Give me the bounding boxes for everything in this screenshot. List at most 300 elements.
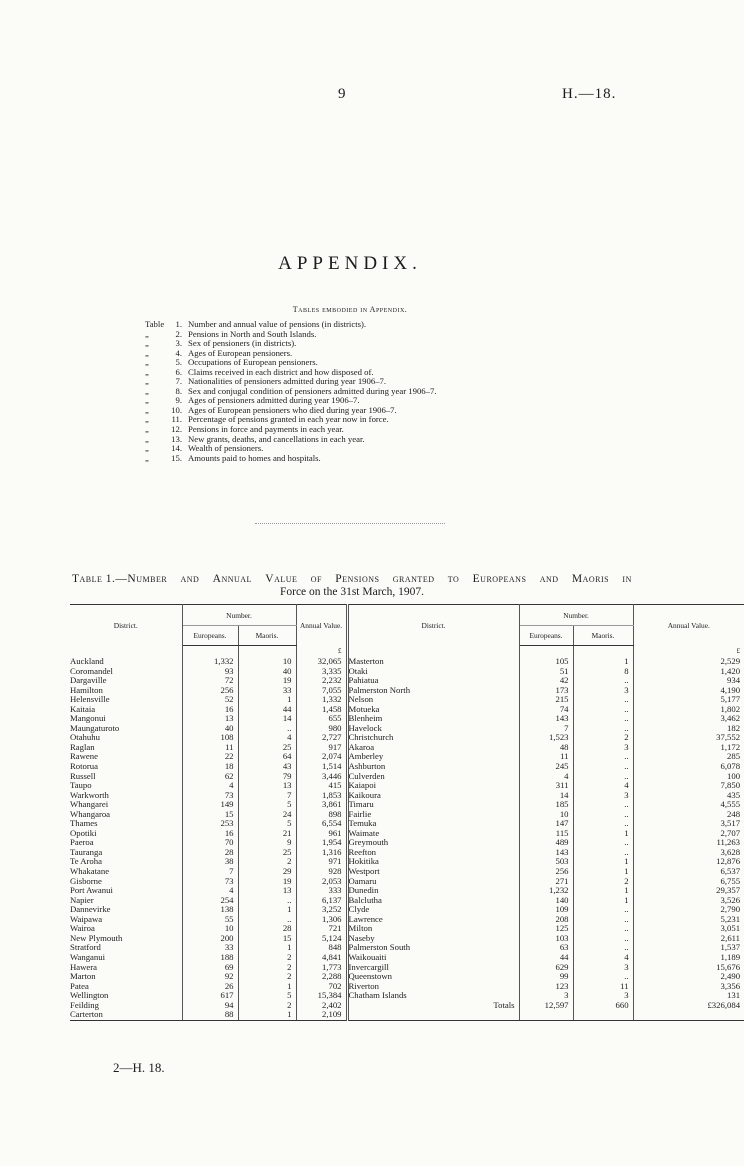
table-list-number: 8. [175, 385, 182, 396]
district-name-right: Clyde [347, 905, 519, 915]
table-list-number: 13. [171, 433, 182, 444]
district-name: Whakatane [70, 867, 182, 877]
maoris-count: 19 [238, 676, 296, 686]
empty-cell [347, 1010, 519, 1020]
table-row [70, 695, 744, 705]
europeans-count-right: 311 [519, 781, 573, 791]
table-row [70, 905, 744, 915]
annual-value-right: 3,462 [720, 713, 741, 724]
table-row [70, 752, 744, 762]
table-row [70, 915, 744, 925]
table-1-title [72, 573, 632, 599]
number-header-right: Number. [519, 605, 633, 626]
maoris-count-right: 3 [573, 963, 633, 973]
europeans-count-right: 140 [519, 896, 573, 906]
maoris-count-right: 1 [573, 867, 633, 877]
maoris-count: 29 [238, 867, 296, 877]
maoris-count: 25 [238, 848, 296, 858]
table-list-text: Sex and conjugal condition of pensioners admitted during year 1906–7. [188, 385, 437, 396]
maoris-count-right: .. [573, 705, 633, 715]
district-name: Mangonui [70, 714, 182, 724]
europeans-count: 7 [182, 867, 238, 877]
maoris-count: 5 [238, 991, 296, 1001]
district-name-right: Christchurch [347, 733, 519, 743]
annual-value-right: 1,802 [720, 703, 741, 714]
table-row [70, 943, 744, 953]
annual-value-right: 3,051 [720, 923, 741, 934]
district-name-right: Reefton [347, 848, 519, 858]
annual-value: 917 [296, 743, 347, 753]
maoris-count-right: .. [573, 934, 633, 944]
district-name: Taupo [70, 781, 182, 791]
europeans-count: 10 [182, 924, 238, 934]
europeans-count: 149 [182, 800, 238, 810]
maoris-count: 33 [238, 686, 296, 696]
district-name-right: Palmerston South [347, 943, 519, 953]
annual-value-right: 6,755 [720, 875, 741, 886]
totals-europeans: 12,597 [519, 1001, 573, 1011]
annual-value: 333 [296, 886, 347, 896]
maoris-count-right: 3 [573, 791, 633, 801]
annual-value: 721 [296, 924, 347, 934]
maoris-count-right: .. [573, 915, 633, 925]
table-list-text: Nationalities of pensioners admitted during year 1906–7. [188, 376, 387, 387]
maoris-count: 28 [238, 924, 296, 934]
district-name: Stratford [70, 943, 182, 953]
annual-value-right: 37,552 [716, 732, 741, 743]
europeans-count: 254 [182, 896, 238, 906]
europeans-count: 70 [182, 838, 238, 848]
annual-value: 2,053 [296, 877, 347, 887]
annual-value-header: Annual Value. [296, 605, 347, 646]
district-name: Russell [70, 772, 182, 782]
europeans-count-right: 1,232 [519, 886, 573, 896]
annual-value: 4,841 [296, 953, 347, 963]
europeans-count-right: 44 [519, 953, 573, 963]
table-row [70, 972, 744, 982]
table-list-prefix: „ [145, 338, 149, 349]
maoris-count: 1 [238, 905, 296, 915]
europeans-count-right: 489 [519, 838, 573, 848]
maoris-count-right: 1 [573, 829, 633, 839]
annual-value-right: 2,790 [720, 904, 741, 915]
district-name: Dargaville [70, 676, 182, 686]
table-row [70, 1010, 744, 1020]
district-name: Carterton [70, 1010, 182, 1020]
district-name-right: Fairlie [347, 810, 519, 820]
table-row [70, 848, 744, 858]
annual-value: 1,332 [296, 695, 347, 705]
annual-value-right: 5,177 [720, 694, 741, 705]
europeans-count: 93 [182, 667, 238, 677]
title-word: to [447, 573, 460, 585]
table-row [70, 838, 744, 848]
district-name: Thames [70, 819, 182, 829]
europeans-count: 94 [182, 1001, 238, 1011]
annual-value-right: 4,190 [720, 684, 741, 695]
annual-value-right: 934 [727, 675, 741, 686]
pensions-table [70, 604, 744, 1021]
title-word: and [539, 573, 559, 585]
district-name: Hawera [70, 963, 182, 973]
table-1-title-line-2: Force on the 31st March, 1907. [279, 586, 425, 598]
maoris-count: 40 [238, 667, 296, 677]
table-row [70, 667, 744, 677]
table-list-text: Ages of European pensioners who died during year 1906–7. [188, 404, 397, 415]
annual-value-right: 15,676 [716, 961, 741, 972]
annual-value-right: 2,529 [720, 656, 741, 666]
annual-value-right: 4,555 [720, 799, 741, 810]
table-list-prefix: „ [145, 404, 149, 415]
maoris-count: 14 [238, 714, 296, 724]
europeans-count: 13 [182, 714, 238, 724]
district-name: Napier [70, 896, 182, 906]
table-row [70, 1001, 744, 1011]
maoris-count-right: 1 [573, 657, 633, 667]
title-word: and [180, 573, 200, 585]
europeans-count: 88 [182, 1010, 238, 1020]
maoris-count: 2 [238, 953, 296, 963]
district-name-right: Motueka [347, 705, 519, 715]
appendix-title: APPENDIX. [278, 253, 422, 274]
table-list-number: 3. [175, 338, 182, 349]
maoris-count-right: .. [573, 772, 633, 782]
europeans-count-right: 109 [519, 905, 573, 915]
table-row [70, 953, 744, 963]
table-list-prefix: „ [145, 347, 149, 358]
annual-value: 2,109 [296, 1010, 347, 1020]
district-name: Feilding [70, 1001, 182, 1011]
maoris-count-right: .. [573, 838, 633, 848]
europeans-count-right: 1,523 [519, 733, 573, 743]
table-row [70, 877, 744, 887]
europeans-count-right: 105 [519, 657, 573, 667]
annual-value: 1,514 [296, 762, 347, 772]
maoris-count-right: 4 [573, 953, 633, 963]
district-name: Waipawa [70, 915, 182, 925]
table-row [70, 886, 744, 896]
table-row [70, 791, 744, 801]
table-list-text: Ages of European pensioners. [188, 347, 293, 358]
annual-value: 1,458 [296, 705, 347, 715]
europeans-count: 256 [182, 686, 238, 696]
maoris-count-right: .. [573, 819, 633, 829]
document-reference: H.—18. [562, 86, 617, 102]
district-name-right: Otaki [347, 667, 519, 677]
annual-value: 898 [296, 810, 347, 820]
europeans-count: 55 [182, 915, 238, 925]
district-name-right: Waimate [347, 829, 519, 839]
district-name-right: Kaikoura [347, 791, 519, 801]
maoris-count: 10 [238, 657, 296, 667]
europeans-count-right: 51 [519, 667, 573, 677]
district-name-right: Timaru [347, 800, 519, 810]
district-name: Wairoa [70, 924, 182, 934]
empty-cell [573, 1010, 633, 1020]
district-name-right: Ashburton [347, 762, 519, 772]
annual-value-right: 131 [727, 990, 741, 1001]
maoris-count-right: 1 [573, 896, 633, 906]
district-name: New Plymouth [70, 934, 182, 944]
maoris-count-right: .. [573, 924, 633, 934]
tables-list-heading: Tables embodied in Appendix. [292, 305, 408, 314]
maoris-header: Maoris. [238, 626, 296, 646]
annual-value-right: 1,189 [720, 951, 741, 962]
district-name-right: Oamaru [347, 877, 519, 887]
empty-cell [519, 1010, 573, 1020]
table-list-prefix: „ [145, 376, 149, 387]
annual-value: 3,252 [296, 905, 347, 915]
maoris-count: 4 [238, 733, 296, 743]
europeans-count: 4 [182, 781, 238, 791]
table-row [70, 896, 744, 906]
annual-value-right: 6,537 [720, 866, 741, 877]
europeans-count: 11 [182, 743, 238, 753]
maoris-count-right: 8 [573, 667, 633, 677]
maoris-count: 2 [238, 972, 296, 982]
table-list-text: Occupations of European pensioners. [188, 357, 318, 368]
table-list-prefix: Table [145, 319, 165, 329]
annual-value: 848 [296, 943, 347, 953]
europeans-count-right: 42 [519, 676, 573, 686]
europeans-count-right: 3 [519, 991, 573, 1001]
table-row [70, 819, 744, 829]
table-row [70, 772, 744, 782]
annual-value-right: 6,078 [720, 761, 741, 772]
annual-value: 2,074 [296, 752, 347, 762]
europeans-count-right: 185 [519, 800, 573, 810]
maoris-count-right: 1 [573, 857, 633, 867]
europeans-count-right: 10 [519, 810, 573, 820]
table-row [70, 800, 744, 810]
table-list-prefix: „ [145, 433, 149, 444]
europeans-count: 15 [182, 810, 238, 820]
europeans-count-right: 208 [519, 915, 573, 925]
annual-value-right: 2,707 [720, 827, 741, 838]
europeans-count: 28 [182, 848, 238, 858]
table-list-prefix: „ [145, 357, 149, 368]
maoris-count-right: .. [573, 972, 633, 982]
district-name-right: Palmerston North [347, 686, 519, 696]
district-name: Hamilton [70, 686, 182, 696]
table-list-text: Pensions in force and payments in each year. [188, 424, 344, 435]
district-name-right: Milton [347, 924, 519, 934]
empty-cell [633, 1010, 744, 1020]
table-list-text: Sex of pensioners (in districts). [188, 338, 297, 349]
maoris-count-right: 1 [573, 886, 633, 896]
annual-value: 2,288 [296, 972, 347, 982]
table-row [70, 924, 744, 934]
annual-value: 971 [296, 857, 347, 867]
table-row [70, 762, 744, 772]
europeans-count: 18 [182, 762, 238, 772]
district-name: Auckland [70, 657, 182, 667]
table-list-prefix: „ [145, 452, 149, 463]
district-name-right: Blenheim [347, 714, 519, 724]
europeans-count: 38 [182, 857, 238, 867]
title-word: Pensions [335, 573, 380, 585]
europeans-count: 69 [182, 963, 238, 973]
table-list-number: 12. [171, 424, 182, 435]
annual-value-right: 435 [727, 789, 741, 800]
europeans-count-right: 147 [519, 819, 573, 829]
maoris-count: 19 [238, 877, 296, 887]
district-name-right: Greymouth [347, 838, 519, 848]
table-list-item [145, 454, 437, 464]
district-name: Gisborne [70, 877, 182, 887]
europeans-count: 253 [182, 819, 238, 829]
table-list-text: Percentage of pensions granted in each year now in force. [188, 414, 389, 425]
table-list-text: Number and annual value of pensions (in districts). [188, 319, 367, 329]
maoris-count-right: 3 [573, 743, 633, 753]
annual-value: 1,316 [296, 848, 347, 858]
maoris-count-right: 2 [573, 877, 633, 887]
annual-value-right: 3,628 [720, 846, 741, 857]
annual-value: 5,124 [296, 934, 347, 944]
district-name-right: Masterton [347, 657, 519, 667]
title-word: Maoris [571, 573, 610, 585]
annual-value-right: 12,876 [716, 856, 741, 867]
annual-value: 928 [296, 867, 347, 877]
table-row [70, 982, 744, 992]
district-header: District. [70, 605, 182, 646]
district-name-right: Nelson [347, 695, 519, 705]
europeans-count: 138 [182, 905, 238, 915]
district-name-right: Culverden [347, 772, 519, 782]
maoris-count-right: .. [573, 905, 633, 915]
table-row [70, 867, 744, 877]
table-list-number: 9. [175, 395, 182, 406]
district-name: Rawene [70, 752, 182, 762]
table-list-prefix: „ [145, 424, 149, 435]
europeans-count-right: 215 [519, 695, 573, 705]
table-list-number: 1. [175, 319, 182, 329]
maoris-count: 64 [238, 752, 296, 762]
maoris-count: 1 [238, 982, 296, 992]
europeans-count: 72 [182, 676, 238, 686]
europeans-count-right: 63 [519, 943, 573, 953]
europeans-count: 108 [182, 733, 238, 743]
europeans-count-right: 271 [519, 877, 573, 887]
annual-value-right: 11,263 [716, 837, 741, 848]
annual-value: 2,232 [296, 676, 347, 686]
table-list-number: 10. [171, 404, 182, 415]
table-list-number: 7. [175, 376, 182, 387]
europeans-count: 62 [182, 772, 238, 782]
table-row [70, 810, 744, 820]
annual-value-right: 248 [727, 808, 741, 819]
annual-value-right: 285 [727, 751, 741, 762]
district-name: Warkworth [70, 791, 182, 801]
europeans-count: 52 [182, 695, 238, 705]
district-name: Raglan [70, 743, 182, 753]
district-name: Kaitaia [70, 705, 182, 715]
annual-value: 980 [296, 724, 347, 734]
table-row [70, 657, 744, 667]
district-name: Tauranga [70, 848, 182, 858]
maoris-count-right: .. [573, 810, 633, 820]
europeans-count: 22 [182, 752, 238, 762]
annual-value: 32,065 [296, 657, 347, 667]
annual-value: 2,727 [296, 733, 347, 743]
annual-value: 7,055 [296, 686, 347, 696]
maoris-count: 13 [238, 886, 296, 896]
maoris-count: .. [238, 915, 296, 925]
europeans-count-right: 14 [519, 791, 573, 801]
europeans-count-right: 48 [519, 743, 573, 753]
annual-value-right: 100 [727, 770, 741, 781]
table-list-prefix: „ [145, 443, 149, 454]
europeans-count-right: 173 [519, 686, 573, 696]
district-header-right: District. [347, 605, 519, 646]
maoris-count: 1 [238, 695, 296, 705]
europeans-count-right: 143 [519, 848, 573, 858]
table-list-text: Amounts paid to homes and hospitals. [188, 452, 321, 463]
annual-value: 1,773 [296, 963, 347, 973]
annual-value: 1,954 [296, 838, 347, 848]
district-name: Wanganui [70, 953, 182, 963]
europeans-count: 73 [182, 877, 238, 887]
annual-value: 3,335 [296, 667, 347, 677]
maoris-header-right: Maoris. [573, 626, 633, 646]
table-list-prefix: „ [145, 328, 149, 339]
district-name: Whangarei [70, 800, 182, 810]
annual-value-right: 3,517 [720, 818, 741, 829]
europeans-count-right: 7 [519, 724, 573, 734]
table-list-number: 6. [175, 366, 182, 377]
district-name: Dannevirke [70, 905, 182, 915]
section-divider [255, 523, 445, 524]
europeans-count-right: 245 [519, 762, 573, 772]
europeans-count-right: 629 [519, 963, 573, 973]
title-word: Europeans [472, 573, 527, 585]
maoris-count-right: .. [573, 943, 633, 953]
annual-value-right: 1,420 [720, 665, 741, 676]
maoris-count: 15 [238, 934, 296, 944]
annual-value: 3,861 [296, 800, 347, 810]
europeans-count-right: 123 [519, 982, 573, 992]
maoris-count-right: 11 [573, 982, 633, 992]
maoris-count-right: .. [573, 695, 633, 705]
district-name: Opotiki [70, 829, 182, 839]
maoris-count-right: .. [573, 714, 633, 724]
table-row [70, 829, 744, 839]
europeans-count-right: 11 [519, 752, 573, 762]
table-list-text: Ages of pensioners admitted during year 1906–7. [188, 395, 360, 406]
table-row [70, 686, 744, 696]
district-name: Paeroa [70, 838, 182, 848]
europeans-count: 200 [182, 934, 238, 944]
district-name-right: Kaiapoi [347, 781, 519, 791]
annual-value-header-right: Annual Value. [633, 605, 744, 646]
district-name-right: Chatham Islands [347, 991, 519, 1001]
table-row [70, 705, 744, 715]
annual-value-right: 3,356 [720, 980, 741, 991]
table-1-title-line-1 [72, 573, 632, 586]
district-name-right: Invercargill [347, 963, 519, 973]
table-row [70, 743, 744, 753]
maoris-count: .. [238, 896, 296, 906]
annual-value: 1,853 [296, 791, 347, 801]
district-name: Te Aroha [70, 857, 182, 867]
table-row [70, 963, 744, 973]
europeans-count-right: 74 [519, 705, 573, 715]
maoris-count: 21 [238, 829, 296, 839]
district-name-right: Lawrence [347, 915, 519, 925]
europeans-count: 73 [182, 791, 238, 801]
maoris-count: 13 [238, 781, 296, 791]
europeans-count-right: 103 [519, 934, 573, 944]
